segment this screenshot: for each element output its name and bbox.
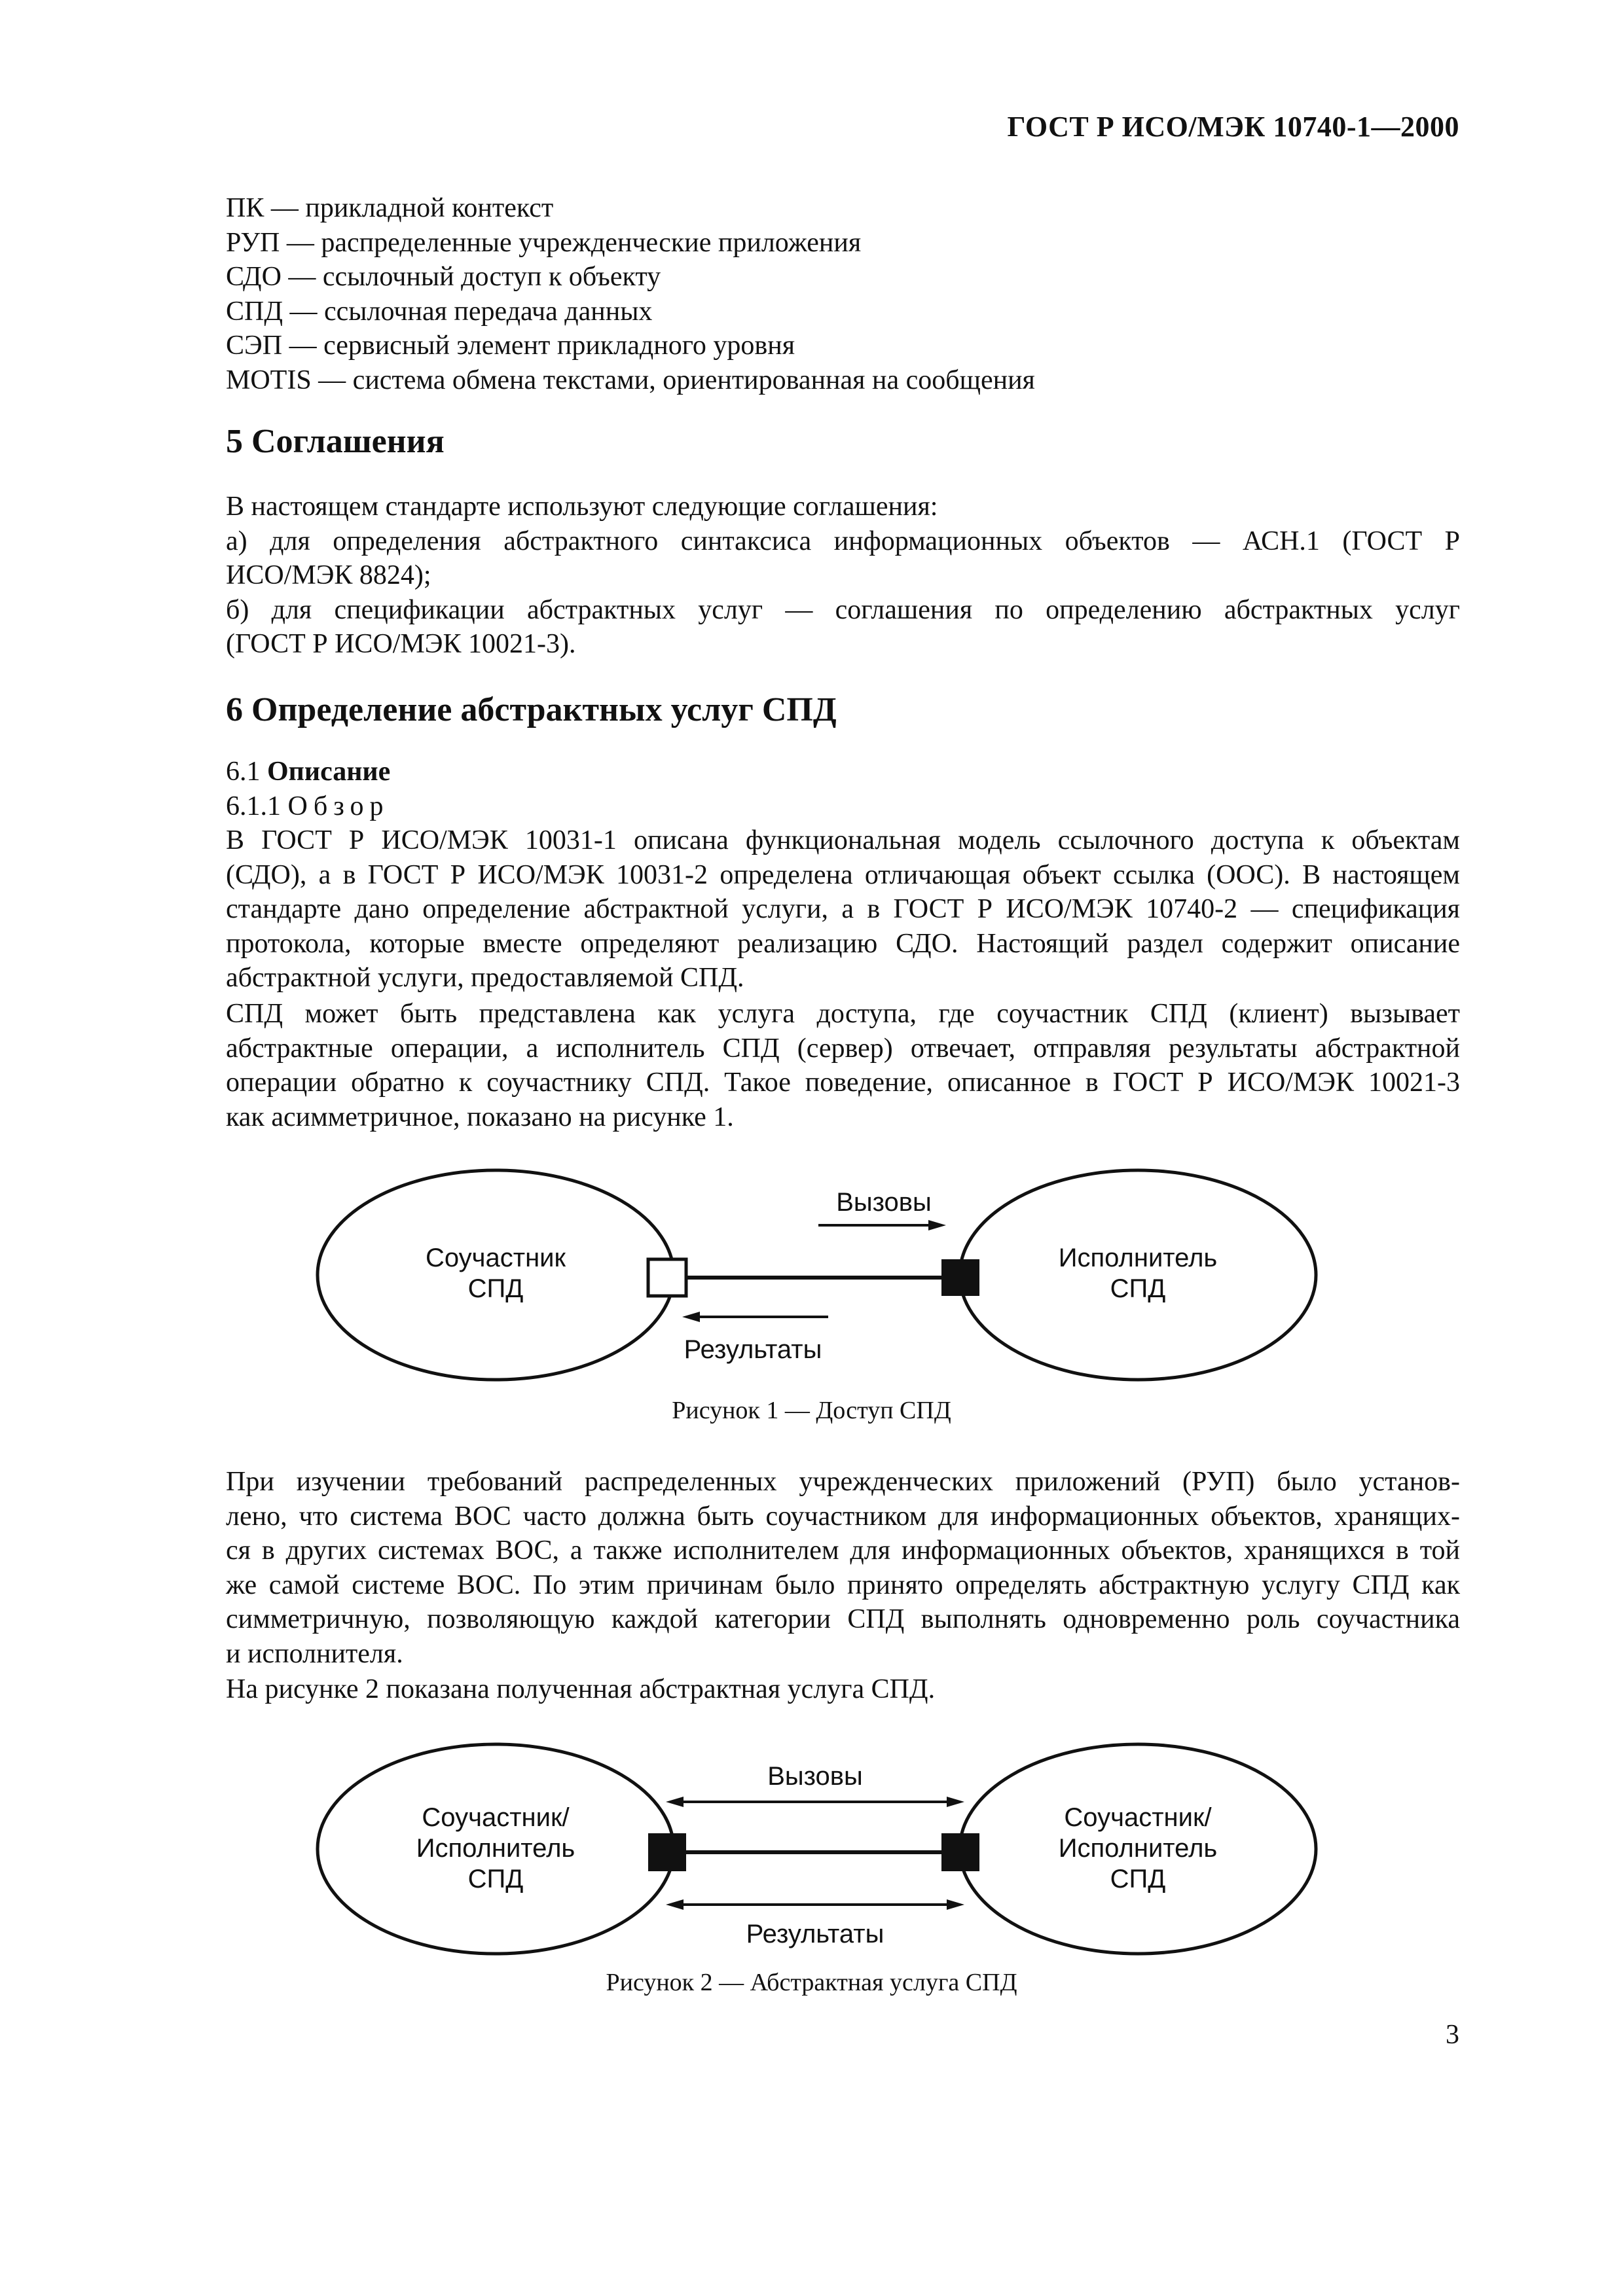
right-peer-label-line1: Соучастник/ — [1064, 1803, 1212, 1832]
server-label-line1: Исполнитель — [1058, 1244, 1218, 1272]
right-peer-label-line2: Исполнитель — [1058, 1834, 1218, 1863]
paragraph-line: (СДО), а в ГОСТ Р ИСО/МЭК 10031-2 определена отличающая объект ссылка (ООС). В настоящем — [226, 859, 1460, 890]
server-port — [941, 1259, 979, 1296]
results-label: Результаты — [684, 1335, 822, 1364]
abbreviation-list — [226, 191, 1035, 397]
subsection-6-1-1-number: 6.1.1 — [226, 791, 281, 821]
standard-header: ГОСТ Р ИСО/МЭК 10740-1—2000 — [1007, 111, 1459, 143]
calls-label: Вызовы — [767, 1762, 863, 1791]
section-5-intro: В настоящем стандарте используют следующие соглашения: — [226, 492, 938, 522]
paragraph-line: ся в других системах ВОС, а также исполнителем для информационных объектов, хранящихся в той — [226, 1535, 1460, 1566]
abbreviation-item: MOTIS — система обмена текстами, ориентированная на сообщения — [226, 365, 1035, 395]
figure-2-caption: Рисунок 2 — Абстрактная услуга СПД — [606, 1969, 1017, 1996]
paragraph-line: как асимметричное, показано на рисунке 1. — [226, 1102, 734, 1132]
page-number: 3 — [1446, 2020, 1459, 2050]
paragraph-symmetric — [226, 1465, 1460, 1671]
paragraph-access — [226, 997, 1460, 1134]
paragraph-line: стандарте дано определение абстрактной услуги, а в ГОСТ Р ИСО/МЭК 10740-2 — спецификация — [226, 894, 1460, 924]
abbreviation-item: ПК — прикладной контекст — [226, 193, 554, 223]
right-peer-label-line3: СПД — [1110, 1865, 1166, 1893]
right-peer-port — [941, 1833, 979, 1871]
paragraph-line: же самой системе ВОС. По этим причинам было принято определять абстрактную услугу СПД как — [226, 1570, 1460, 1600]
subsection-6-1-title: Описание — [267, 757, 391, 787]
figure-1-diagram — [308, 1165, 1329, 1388]
calls-arrowhead-right — [947, 1797, 964, 1807]
abbreviation-item: СДО — ссылочный доступ к объекту — [226, 262, 661, 292]
section-5-item-a-line1: а) для определения абстрактного синтаксиса информационных объектов — АСН.1 (ГОСТ Р — [226, 526, 1460, 556]
left-peer-label-line1: Соучастник/ — [422, 1803, 570, 1832]
results-arrowhead — [682, 1312, 700, 1322]
paragraph-figure2-intro — [226, 1672, 1460, 1707]
results-arrowhead-right — [947, 1899, 964, 1910]
results-arrowhead-left — [666, 1899, 684, 1910]
left-peer-label-line3: СПД — [467, 1865, 524, 1893]
abbreviation-item: СЭП — сервисный элемент прикладного уровня — [226, 331, 795, 361]
paragraph-overview — [226, 823, 1460, 996]
results-label: Результаты — [746, 1920, 884, 1948]
section-5-item-b-line1: б) для спецификации абстрактных услуг — соглашения по определению абстрактных услуг — [226, 594, 1460, 625]
subsection-6-1-number: 6.1 — [226, 757, 261, 787]
paragraph-line: СПД может быть представлена как услуга доступа, где соучастник СПД (клиент) вызывает — [226, 999, 1460, 1029]
paragraph-line: протокола, которые вместе определяют реализацию СДО. Настоящий раздел содержит описание — [226, 928, 1460, 959]
paragraph-line: и исполнителя. — [226, 1638, 403, 1669]
paragraph-line: операции обратно к соучастнику СПД. Такое поведение, описанное в ГОСТ Р ИСО/МЭК 10021-3 — [226, 1067, 1460, 1098]
subsection-6-1-1-title: Обзор — [287, 791, 390, 821]
client-label-line1: Соучастник — [425, 1244, 566, 1272]
abbreviation-item: РУП — распределенные учрежденческие приложения — [226, 227, 862, 258]
paragraph-line: При изучении требований распределенных учрежденческих приложений (РУП) было установ- — [226, 1467, 1460, 1497]
server-label-line2: СПД — [1110, 1274, 1166, 1303]
section-5-heading: 5 Соглашения — [226, 423, 445, 460]
paragraph-line: симметричную, позволяющую каждой категории СПД выполнять одновременно роль соучастника — [226, 1604, 1460, 1634]
client-port — [648, 1259, 686, 1296]
calls-arrowhead — [928, 1220, 946, 1230]
paragraph-line: лено, что система ВОС часто должна быть соучастником для информационных объектов, хранящих- — [226, 1501, 1460, 1532]
left-peer-port — [648, 1833, 686, 1871]
abbreviation-item: СПД — ссылочная передача данных — [226, 296, 653, 327]
calls-label: Вызовы — [836, 1188, 932, 1217]
section-6-heading: 6 Определение абстрактных услуг СПД — [226, 691, 837, 728]
paragraph-line: На рисунке 2 показана полученная абстрактная услуга СПД. — [226, 1674, 936, 1704]
subsection-6-1 — [226, 756, 390, 787]
section-5-body — [226, 490, 1460, 662]
section-5-item-b-line2: (ГОСТ Р ИСО/МЭК 10021-3). — [226, 629, 576, 659]
section-5-item-a-line2: ИСО/МЭК 8824); — [226, 560, 431, 590]
client-label-line2: СПД — [467, 1274, 524, 1303]
figure-2-diagram — [308, 1738, 1329, 1964]
paragraph-line: абстрактные операции, а исполнитель СПД (сервер) отвечает, отправляя результаты абстрактной — [226, 1033, 1460, 1064]
subsection-6-1-1 — [226, 791, 390, 822]
paragraph-line: абстрактной услуги, предоставляемой СПД. — [226, 963, 744, 993]
figure-1-caption: Рисунок 1 — Доступ СПД — [672, 1397, 951, 1424]
calls-arrowhead-left — [666, 1797, 684, 1807]
left-peer-label-line2: Исполнитель — [416, 1834, 575, 1863]
paragraph-line: В ГОСТ Р ИСО/МЭК 10031-1 описана функциональная модель ссылочного доступа к объектам — [226, 825, 1460, 855]
